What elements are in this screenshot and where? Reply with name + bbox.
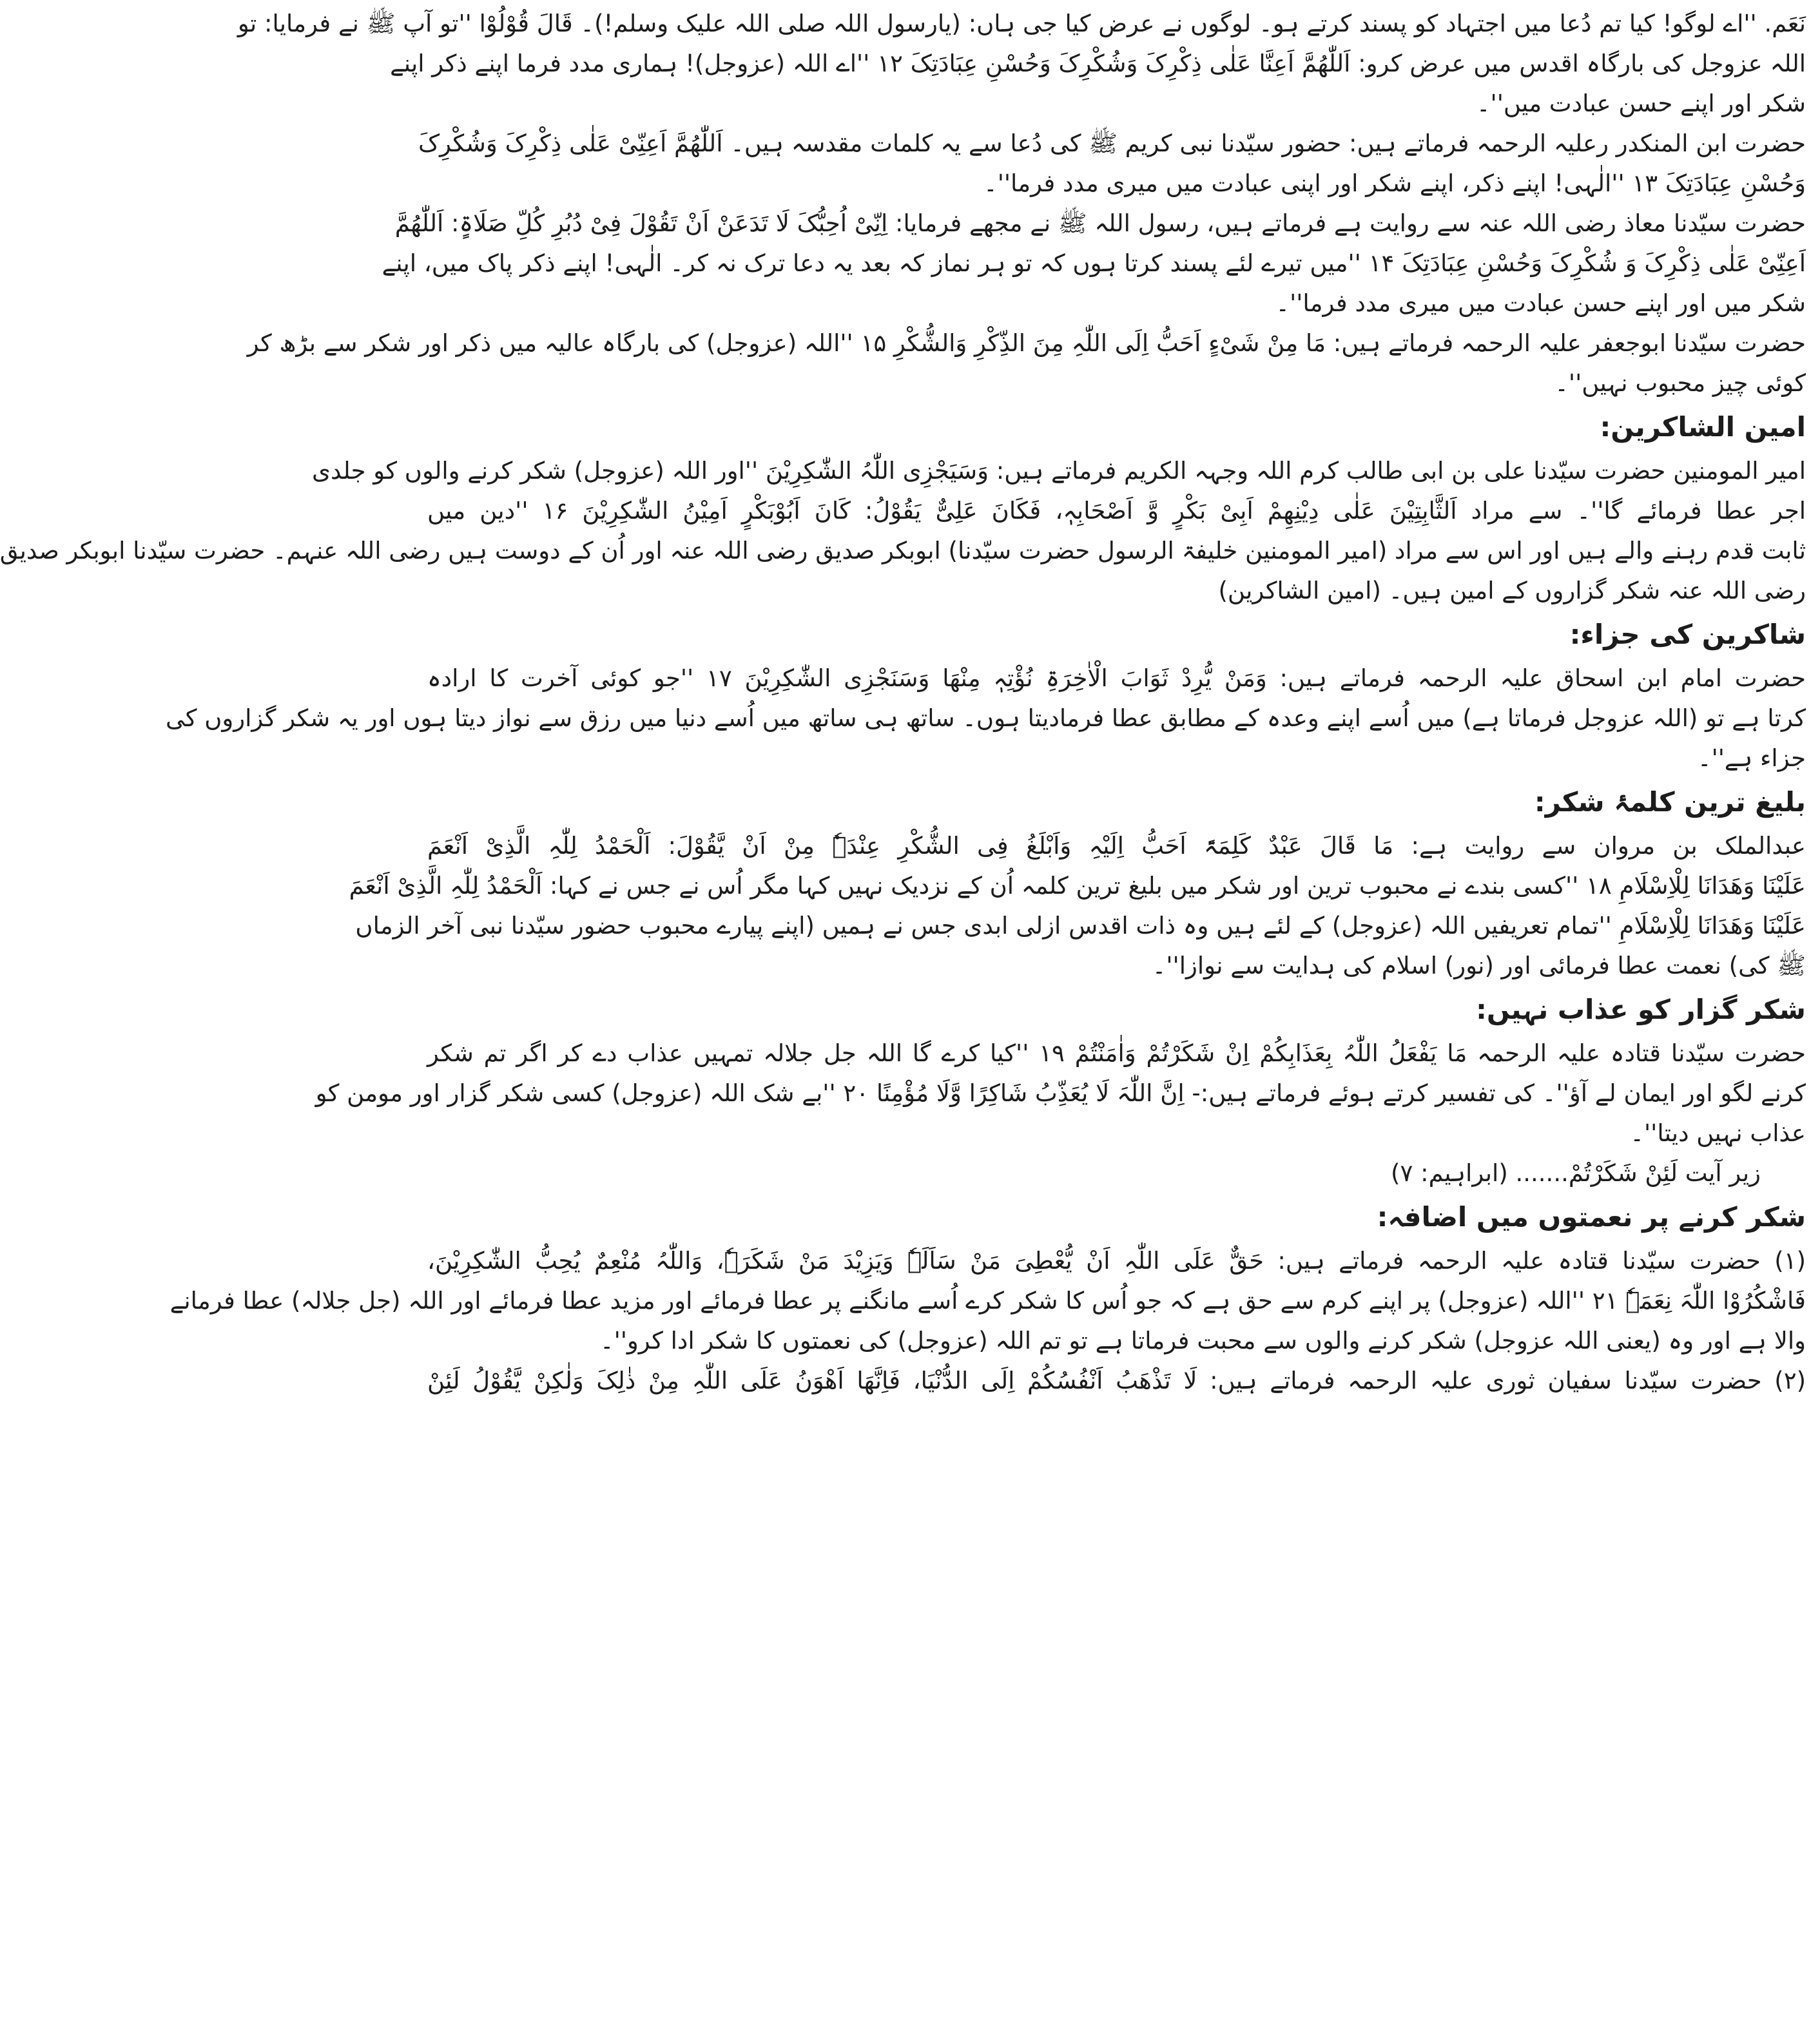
text-line: اللہ عزوجل کی بارگاہ اقدس میں عرض کرو: اَللّٰھُمَّ اَعِنَّا عَلٰی ذِکْرِکَ وَشُکْرِکَ وَحُسْنِ عِبَادَتِکَ ۱۲ ''اے اللہ (عزوجل)! ہماری مدد فرما اپنے ذکر اپنے [390,50,1806,77]
text-line: شکر اور اپنے حسن عبادت میں''۔ [1476,90,1806,117]
text-line: (۱) حضرت سیّدنا قتادہ علیہ الرحمہ فرماتے ہیں: حَقٌّ عَلَی اللّٰہِ اَنْ یُّعْطِیَ مَنْ سَاَلَہٗ وَیَزِیْدَ مَنْ شَکَرَہٗ، وَاللّٰہُ مُنْعِمٌ یُحِبُّ الشّٰکِرِیْنَ، [427,1247,1806,1275]
text-line: ثابت قدم رہنے والے ہیں اور اس سے مراد (امیر المومنین خلیفۃ الرسول حضرت سیّدنا) ابوبکر صدیق رضی اللہ عنہ اور اُن کے دوست ہیں رضی اللہ عنہم۔ حضرت سیّدنا ابوبکر صدیق [0,537,1806,564]
text-line: ﷺ کی) نعمت عطا فرمائی اور (نور) اسلام کی ہدایت سے نوازا''۔ [1152,952,1806,979]
text-line: عَلَیْنَا وَھَدَانَا لِلْاِسْلَامِ ''تمام تعریفیں اللہ (عزوجل) کے لئے ہیں وہ ذات اقدس ازلی ابدی جس نے ہمیں (اپنے پیارے محبوب حضور سیّدنا نبی آخر الزماں [355,912,1806,940]
text-line: عبدالملک بن مروان سے روایت ہے: مَا قَالَ عَبْدٌ کَلِمَۃً اَحَبُّ اِلَیْہِ وَاَبْلَغُ فِی الشُّکْرِ عِنْدَہٗ مِنْ اَنْ یَّقُوْلَ: اَلْحَمْدُ لِلّٰہِ الَّذِیْ اَنْعَمَ [427,832,1806,860]
text-line: اجر عطا فرمائے گا''۔ سے مراد اَلثَّابِتِیْنَ عَلٰی دِیْنِھِمْ اَبِیْ بَکْرٍ وَّ اَصْحَابِہٖ، فَکَانَ عَلِیٌّ یَقُوْلُ: کَانَ اَبُوْبَکْرٍ اَمِیْنُ الشّٰکِرِیْنَ ۱۶ ''دین میں [427,497,1806,525]
section-heading: بلیغ ترین کلمۂ شکر: [1534,786,1806,818]
text-line: رضی اللہ عنہ شکر گزاروں کے امین ہیں۔ (امین الشاکرین) [1218,577,1806,604]
text-line: عذاب نہیں دیتا''۔ [1630,1119,1806,1147]
section-heading: شاکرین کی جزاء: [1569,619,1806,650]
text-line: حضرت سیّدنا معاذ رضی اللہ عنہ سے روایت ہے فرماتے ہیں، رسول اللہ ﷺ نے مجھے فرمایا: اِنِّیْ اُحِبُّکَ لَا تَدَعَنْ اَنْ تَقُوْلَ فِیْ دُبُرِ کُلِّ صَلَاۃٍ: اَللّٰھُمَّ [394,209,1806,237]
section-heading: شکر گزار کو عذاب نہیں: [1476,994,1806,1025]
text-line: حضرت ابن المنکدر رعلیہ الرحمہ فرماتے ہیں: حضور سیّدنا نبی کریم ﷺ کی دُعا سے یہ کلمات مقدسہ ہیں۔ اَللّٰھُمَّ اَعِنِّیْ عَلٰی ذِکْرِکَ وَشُکْرِکَ [418,130,1806,157]
text-line: فَاشْکُرُوْا اللّٰہَ نِعَمَہٗ ۲۱ ''اللہ (عزوجل) پر اپنے کرم سے حق ہے کہ جو اُس کا شکر کرے اُسے مانگنے پر عطا فرمائے اور مزید عطا فرمائے اور اللہ (جل جلالہ) عطا فرمانے [169,1287,1806,1315]
text-line: (۲) حضرت سیّدنا سفیان ثوری علیہ الرحمہ فرماتے ہیں: لَا تَذْھَبُ اَنْفُسُکُمْ اِلَی الدُّنْیَا، فَاِنَّھَا اَھْوَنُ عَلَی اللّٰہِ مِنْ ذٰلِکَ وَلٰکِنْ یَّقُوْلُ لَئِنْ [427,1367,1806,1394]
text-line: والا ہے اور وہ (یعنی اللہ عزوجل) شکر کرنے والوں سے محبت فرماتا ہے تو تم اللہ (عزوجل) کی نعمتوں کا شکر ادا کرو''۔ [599,1327,1806,1354]
text-line: حضرت سیّدنا قتادہ علیہ الرحمہ مَا یَفْعَلُ اللّٰہُ بِعَذَابِکُمْ اِنْ شَکَرْتُمْ وَاٰمَنْتُمْ ۱۹ ''کیا کرے گا اللہ جل جلالہ تمہیں عذاب دے کر اگر تم شکر [427,1039,1806,1067]
section-heading: شکر کرنے پر نعمتوں میں اضافہ: [1377,1201,1806,1233]
text-line: کوئی چیز محبوب نہیں''۔ [1554,369,1806,397]
text-line: زیر آیت لَئِنْ شَکَرْتُمْ....... (ابراہیم: ۷) [1391,1159,1761,1187]
text-line: عَلَیْنَا وَھَدَانَا لِلْاِسْلَامِ ۱۸ ''کسی بندے نے محبوب ترین اور شکر میں بلیغ ترین کلمہ اُن کے نزدیک نہیں کہا مگر اُس نے جس نے کہا: اَلْحَمْدُ لِلّٰہِ الَّذِیْ اَنْعَمَ [349,872,1806,900]
text-line: حضرت امام ابن اسحاق علیہ الرحمہ فرماتے ہیں: وَمَنْ یُّرِدْ ثَوَابَ الْاٰخِرَۃِ نُؤْتِہٖ مِنْھَا وَسَنَجْزِی الشّٰکِرِیْنَ ۱۷ ''جو کوئی آخرت کا ارادہ [427,664,1806,692]
text-line: اَعِنِّیْ عَلٰی ذِکْرِکَ وَ شُکْرِکَ وَحُسْنِ عِبَادَتِکَ ۱۴ ''میں تیرے لئے پسند کرتا ہوں کہ تو ہر نماز کہ بعد یہ دعا ترک نہ کر۔ الٰہی! اپنے ذکر پاک میں، اپنے [382,249,1806,277]
text-line: نَعَم. ''اے لوگو! کیا تم دُعا میں اجتہاد کو پسند کرتے ہو۔ لوگوں نے عرض کیا جی ہاں: (یارسول اللہ صلی اللہ علیک وسلم!)۔ قَالَ قُوْلُوْا ''تو آپ ﷺ نے فرمایا: تو [237,10,1806,37]
text-line: حضرت سیّدنا ابوجعفر علیہ الرحمہ فرماتے ہیں: مَا مِنْ شَیْءٍ اَحَبُّ اِلَی اللّٰہِ مِنَ الذِّکْرِ وَالشُّکْرِ ۱۵ ''اللہ (عزوجل) کی بارگاہ عالیہ میں ذکر اور شکر سے بڑھ کر [247,329,1806,357]
section-heading: امین الشاکرین: [1600,411,1806,443]
text-line: جزاء ہے''۔ [1697,744,1806,772]
text-line: وَحُسْنِ عِبَادَتِکَ ۱۳ ''الٰہی! اپنے ذکر، اپنے شکر اور اپنی عبادت میں میری مدد فرما''۔ [983,169,1806,197]
text-line: کرنے لگو اور ایمان لے آؤ''۔ کی تفسیر کرتے ہوئے فرماتے ہیں:- اِنَّ اللّٰہَ لَا یُعَذِّبُ شَاکِرًا وَّلَا مُؤْمِنًا ۲۰ ''بے شک اللہ (عزوجل) کسی شکر گزار اور مومن کو [315,1079,1806,1107]
text-line: کرتا ہے تو (اللہ عزوجل فرماتا ہے) میں اُسے اپنے وعدہ کے مطابق عطا فرمادیتا ہوں۔ ساتھ ہی ساتھ میں اُسے دنیا میں رزق سے نواز دیتا ہوں اور یہ شکر گزاروں کی [166,704,1806,732]
text-line: امیر المومنین حضرت سیّدنا علی بن ابی طالب کرم اللہ وجہہ الکریم فرماتے ہیں: وَسَیَجْزِی اللّٰہُ الشّٰکِرِیْنَ ''اور اللہ (عزوجل) شکر کرنے والوں کو جلدی [312,457,1806,485]
text-line: شکر میں اور اپنے حسن عبادت میں میری مدد فرما''۔ [1275,289,1806,317]
